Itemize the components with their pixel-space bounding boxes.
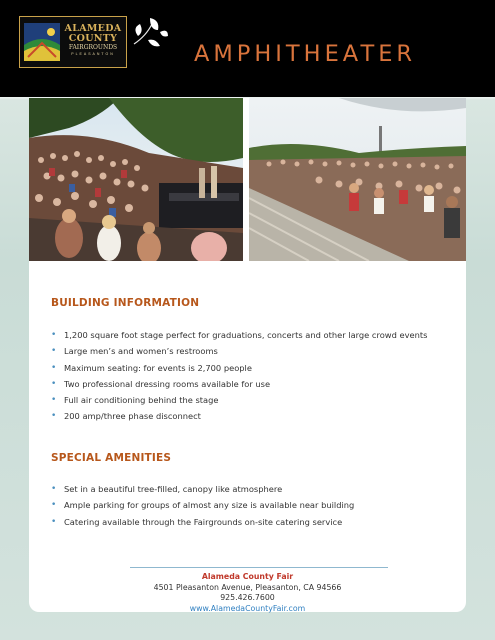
- footer-website-link[interactable]: www.AlamedaCountyFair.com: [189, 603, 306, 613]
- leaf-vine-icon: [130, 14, 170, 54]
- list-item: • 1,200 square foot stage perfect for graduations, concerts and other large crowd events: [51, 327, 441, 343]
- list-item: • Maximum seating: for events is 2,700 people: [51, 360, 441, 376]
- crowd-stage-photo: [29, 98, 243, 261]
- list-item: • 200 amp/three phase disconnect: [51, 408, 441, 424]
- list-item: • Ample parking for groups of almost any size is available near building: [51, 497, 441, 513]
- list-item: • Set in a beautiful tree-filled, canopy like atmosphere: [51, 481, 441, 497]
- page-title: AMPHITHEATER: [194, 41, 417, 67]
- special-amenities-list: [51, 481, 441, 530]
- list-item: • Two professional dressing rooms available for use: [51, 376, 441, 392]
- audience-seating-photo: [249, 98, 466, 261]
- building-information-heading: BUILDING INFORMATION: [51, 297, 200, 309]
- list-item: • Catering available through the Fairgrounds on-site catering service: [51, 514, 441, 530]
- footer-divider: [130, 567, 388, 568]
- logo-line-fairgrounds: FAIRGROUNDS: [68, 44, 118, 51]
- logo-line-pleasanton: PLEASANTON: [71, 52, 115, 56]
- list-item: • Large men’s and women’s restrooms: [51, 343, 441, 359]
- footer-organization-name: Alameda County Fair: [201, 572, 294, 581]
- fairgrounds-logo[interactable]: [19, 16, 127, 68]
- page-header: [0, 0, 495, 97]
- fair-emblem-icon: [24, 23, 60, 61]
- footer-address: 4501 Pleasanton Avenue, Pleasanton, CA 94566: [153, 582, 342, 592]
- contact-footer: [29, 572, 466, 614]
- content-card: [29, 98, 466, 612]
- list-item: • Full air conditioning behind the stage: [51, 392, 441, 408]
- logo-line-alameda: ALAMEDA: [64, 23, 122, 34]
- logo-line-county: COUNTY: [68, 33, 118, 44]
- footer-phone[interactable]: 925.426.7600: [220, 593, 275, 602]
- building-information-list: [51, 327, 441, 425]
- special-amenities-heading: SPECIAL AMENITIES: [51, 452, 172, 464]
- logo-wordmark: [62, 24, 124, 57]
